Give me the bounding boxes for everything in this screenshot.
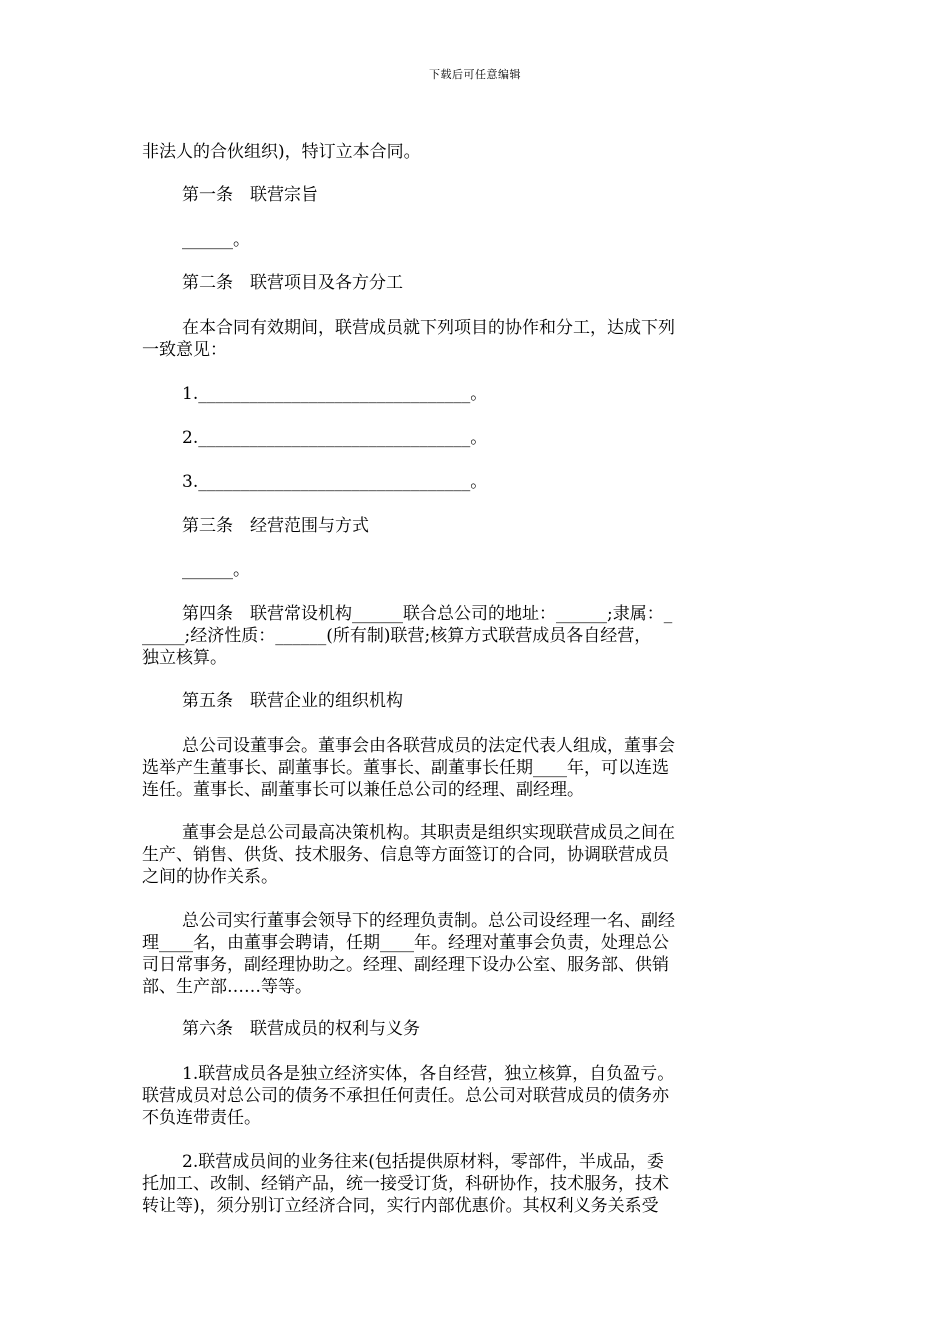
text-line: 托加工、改制、经销产品，统一接受订货，科研协作，技术服务，技术	[142, 1174, 669, 1194]
text-line: 联营成员对总公司的债务不承担任何责任。总公司对联营成员的债务亦	[142, 1086, 669, 1106]
text-line: 1.联营成员各是独立经济实体，各自经营，独立核算，自负盈亏。	[182, 1064, 675, 1084]
article-6-item-2	[142, 1151, 742, 1217]
text-line: ______。	[182, 560, 250, 580]
text-line: 一致意见：	[142, 340, 227, 360]
text-line: 司日常事务，副经理协助之。经理、副经理下设办公室、服务部、供销	[142, 955, 669, 975]
article-2-heading	[142, 272, 742, 294]
article-3-heading	[142, 515, 742, 537]
text-line: ______。	[182, 230, 250, 250]
text-line: 第五条 联营企业的组织机构	[182, 691, 403, 711]
article-6-heading	[142, 1018, 742, 1040]
page-header: 下载后可任意编辑	[429, 68, 521, 81]
article-2-item-1	[142, 383, 742, 405]
text-line: 2.________________________________。	[182, 428, 488, 448]
text-line: 在本合同有效期间，联营成员就下列项目的协作和分工，达成下列	[182, 318, 675, 338]
text-line: 连任。董事长、副董事长可以兼任总公司的经理、副经理。	[142, 780, 584, 800]
text-line: 理____名，由董事会聘请，任期____年。经理对董事会负责，处理总公	[142, 933, 669, 953]
text-line: 第四条 联营常设机构______联合总公司的地址：______;隶属：_	[182, 604, 673, 624]
article-1-heading	[142, 184, 742, 206]
article-5-heading	[142, 690, 742, 712]
text-line: 总公司实行董事会领导下的经理负责制。总公司设经理一名、副经	[182, 911, 675, 931]
text-line: 2.联营成员间的业务往来(包括提供原材料，零部件，半成品，委	[182, 1152, 664, 1172]
text-line: 生产、销售、供货、技术服务、信息等方面签订的合同，协调联营成员	[142, 845, 669, 865]
article-1-blank	[142, 229, 742, 251]
text-line: 独立核算。	[142, 648, 227, 668]
article-5-paragraph-3	[142, 910, 742, 998]
text-line: 1.________________________________。	[182, 384, 488, 404]
text-line: 之间的协作关系。	[142, 867, 278, 887]
text-line: 总公司设董事会。董事会由各联营成员的法定代表人组成，董事会	[182, 736, 675, 756]
article-5-paragraph-1	[142, 735, 742, 801]
text-line: 董事会是总公司最高决策机构。其职责是组织实现联营成员之间在	[182, 823, 675, 843]
article-3-blank	[142, 559, 742, 581]
article-4-body	[142, 603, 742, 669]
text-line: 选举产生董事长、副董事长。董事长、副董事长任期____年，可以连选	[142, 758, 669, 778]
text-line: 第六条 联营成员的权利与义务	[182, 1019, 420, 1039]
text-line: 第一条 联营宗旨	[182, 185, 318, 205]
text-line: 第二条 联营项目及各方分工	[182, 273, 403, 293]
article-2-item-3	[142, 471, 742, 493]
text-line: 第三条 经营范围与方式	[182, 516, 369, 536]
article-5-paragraph-2	[142, 822, 742, 888]
text-line: _____;经济性质：______(所有制)联营;核算方式联营成员各自经营，	[142, 626, 652, 646]
article-2-item-2	[142, 427, 742, 449]
article-6-item-1	[142, 1063, 742, 1129]
text-line: 不负连带责任。	[142, 1108, 261, 1128]
text-line: 非法人的合伙组织)，特订立本合同。	[142, 142, 421, 162]
text-line: 转让等)，须分别订立经济合同，实行内部优惠价。其权利义务关系受	[142, 1196, 659, 1216]
paragraph-intro-continuation	[142, 141, 742, 163]
text-line: 部、生产部……等等。	[142, 977, 312, 997]
article-2-body	[142, 317, 742, 361]
text-line: 3.________________________________。	[182, 472, 488, 492]
